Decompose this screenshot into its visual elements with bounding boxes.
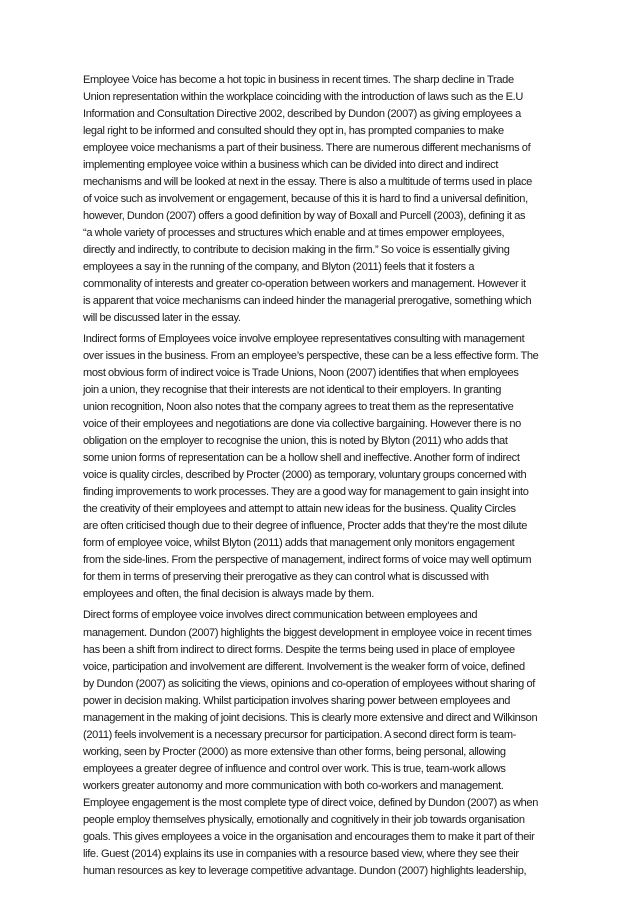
text-line: however, Dundon (2007) offers a good definition by way of Boxall and Purcell (2003), defining it as — [83, 210, 526, 223]
text-line: by Dundon (2007) as soliciting the views, opinions and co-operation of employees without sharing of — [83, 677, 535, 690]
text-line: employees a greater degree of influence and control over work. This is true, team-work allows — [83, 762, 506, 775]
text-line: finding improvements to work processes. They are a good way for management to gain insight into — [83, 486, 529, 499]
paragraph-direct-voice — [83, 607, 561, 879]
text-line: for them in terms of preserving their prerogative as they can control what is discussed with — [83, 571, 489, 584]
text-line: people employ themselves physically, emotionally and cognitively in their job towards organisation — [83, 813, 525, 826]
text-line: join a union, they recognise that their interests are not identical to their employers. In granting — [83, 384, 501, 397]
text-line: form of employee voice, whilst Blyton (2011) adds that management only monitors engagement — [83, 537, 515, 550]
text-line: Union representation within the workplace coinciding with the introduction of laws such as the E.U — [83, 91, 524, 104]
text-line: directly and indirectly, to contribute to decision making in the firm.” So voice is essentially giving — [83, 244, 510, 257]
text-line: obligation on the employer to recognise the union, this is noted by Blyton (2011) who adds that — [83, 435, 508, 448]
text-line: power in decision making. Whilst participation involves sharing power between employees and — [83, 694, 511, 707]
paragraph-introduction — [83, 72, 561, 327]
text-line: human resources as key to leverage competitive advantage. Dundon (2007) highlights leadership, — [83, 864, 527, 877]
text-line: has been a shift from indirect to direct forms. Despite the terms being used in place of employee — [83, 643, 515, 656]
text-line: employee voice mechanisms a part of their business. There are numerous different mechanisms of — [83, 142, 531, 155]
text-line: Direct forms of employee voice involves direct communication between employees and — [83, 609, 478, 622]
text-line: (2011) feels involvement is a necessary precursor for participation. A second direct form is team- — [83, 728, 517, 741]
text-line: most obvious form of indirect voice is Trade Unions, Noon (2007) identifies that when employees — [83, 367, 519, 380]
text-line: “a whole variety of processes and structures which enable and at times empower employees, — [83, 227, 505, 240]
text-line: voice, participation and involvement are different. Involvement is the weaker form of voice, defined — [83, 660, 525, 673]
text-line: is apparent that voice mechanisms can indeed hinder the managerial prerogative, something which — [83, 295, 532, 308]
text-line: some union forms of representation can be a hollow shell and ineffective. Another form of indirect — [83, 452, 520, 465]
text-line: are often criticised though due to their degree of influence, Procter adds that they’re the most dilute — [83, 520, 528, 533]
text-line: workers greater autonomy and more communication with both co-workers and management. — [83, 779, 504, 792]
text-line: employees and often, the final decision is always made by them. — [83, 588, 374, 601]
text-line: legal right to be informed and consulted should they opt in, has prompted companies to make — [83, 125, 504, 138]
text-line: implementing employee voice within a business which can be divided into direct and indirect — [83, 159, 499, 172]
text-line: management. Dundon (2007) highlights the biggest development in employee voice in recent times — [83, 626, 532, 639]
text-line: of voice such as involvement or engagement, because of this it is hard to find a universal definition, — [83, 193, 528, 206]
text-line: over issues in the business. From an employee’s perspective, these can be a less effective form. The — [83, 350, 539, 363]
text-line: employees a say in the running of the company, and Blyton (2011) feels that it fosters a — [83, 261, 475, 274]
text-line: Indirect forms of Employees voice involve employee representatives consulting with management — [83, 333, 525, 346]
text-line: union recognition, Noon also notes that the company agrees to treat them as the representative — [83, 401, 514, 414]
document-body — [83, 72, 561, 884]
text-line: from the side-lines. From the perspective of management, indirect forms of voice may well optimum — [83, 554, 532, 567]
text-line: will be discussed later in the essay. — [83, 312, 241, 325]
text-line: the creativity of their employees and attempt to attain new ideas for the business. Quality Circles — [83, 503, 516, 516]
paragraph-indirect-voice — [83, 331, 561, 603]
text-line: goals. This gives employees a voice in the organisation and encourages them to make it part of their — [83, 830, 535, 843]
text-line: mechanisms and will be looked at next in the essay. There is also a multitude of terms used in place — [83, 176, 532, 189]
text-line: working, seen by Procter (2000) as more extensive than other forms, being personal, allowing — [83, 745, 506, 758]
text-line: Employee Voice has become a hot topic in business in recent times. The sharp decline in Trade — [83, 74, 514, 86]
text-line: commonality of interests and greater co-operation between workers and management. However it — [83, 278, 526, 291]
text-line: Employee engagement is the most complete type of direct voice, defined by Dundon (2007) as when — [83, 796, 539, 809]
text-line: voice of their employees and negotiations are done via collective bargaining. However there is no — [83, 418, 521, 431]
text-line: Information and Consultation Directive 2002, described by Dundon (2007) as giving employees a — [83, 108, 521, 121]
text-line: life. Guest (2014) explains its use in companies with a resource based view, where they see their — [83, 847, 519, 860]
text-line: management in the making of joint decisions. This is clearly more extensive and direct and Wilkinson — [83, 711, 538, 724]
text-line: voice is quality circles, described by Procter (2000) as temporary, voluntary groups concerned with — [83, 469, 527, 482]
